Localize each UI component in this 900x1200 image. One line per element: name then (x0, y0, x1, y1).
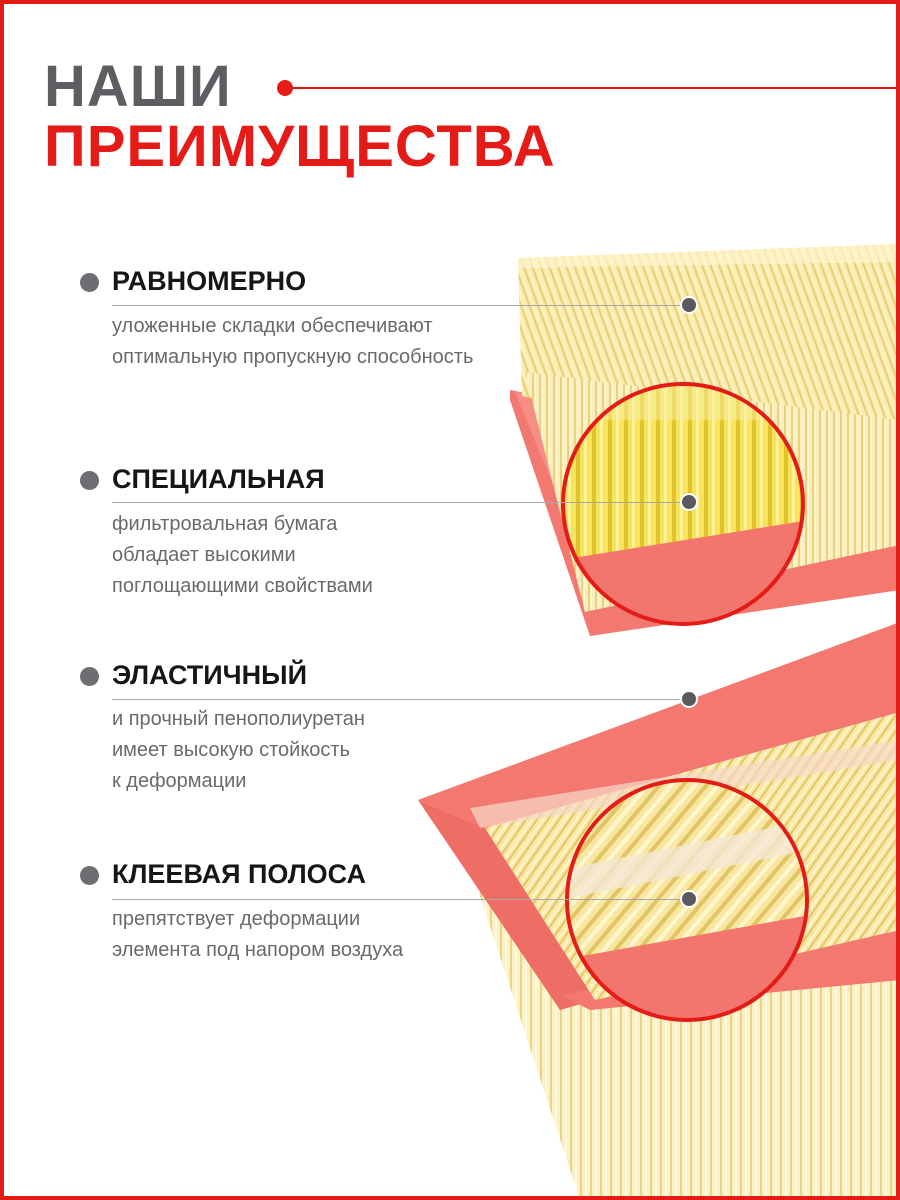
feature-description (112, 311, 473, 373)
pointer-line (112, 502, 690, 503)
title-line-2: ПРЕИМУЩЕСТВА (44, 114, 556, 179)
pointer-end-dot (680, 493, 698, 511)
feature-description (112, 704, 365, 797)
description-line: оптимальную пропускную способность (112, 346, 474, 368)
description-line: к деформации (112, 770, 247, 792)
feature-description (112, 509, 373, 602)
pointer-end-dot (680, 296, 698, 314)
description-line: поглощающими свойствами (112, 575, 373, 597)
feature-description (112, 904, 403, 966)
pointer-end-dot (680, 690, 698, 708)
title-line-1: НАШИ (44, 54, 232, 119)
feature-title: СПЕЦИАЛЬНАЯ (112, 464, 325, 494)
pointer-end-dot (680, 890, 698, 908)
feature-title: ЭЛАСТИЧНЫЙ (112, 660, 307, 690)
description-line: уложенные складки обеспечивают (112, 315, 433, 337)
description-line: обладает высокими (112, 544, 296, 566)
bullet-dot (80, 273, 99, 292)
description-line: препятствует деформации (112, 908, 361, 930)
bullet-dot (80, 667, 99, 686)
pointer-line (112, 699, 690, 700)
bullet-dot (80, 866, 99, 885)
title-accent-dot (277, 80, 293, 96)
pointer-line (112, 305, 690, 306)
title-accent-line (292, 87, 900, 89)
description-line: и прочный пенополиуретан (112, 708, 365, 730)
description-line: фильтровальная бумага (112, 513, 338, 535)
description-line: элемента под напором воздуха (112, 939, 404, 961)
description-line: имеет высокую стойкость (112, 739, 351, 761)
bullet-dot (80, 471, 99, 490)
pointer-line (112, 899, 690, 900)
feature-title: КЛЕЕВАЯ ПОЛОСА (112, 859, 367, 889)
feature-title: РАВНОМЕРНО (112, 266, 307, 296)
